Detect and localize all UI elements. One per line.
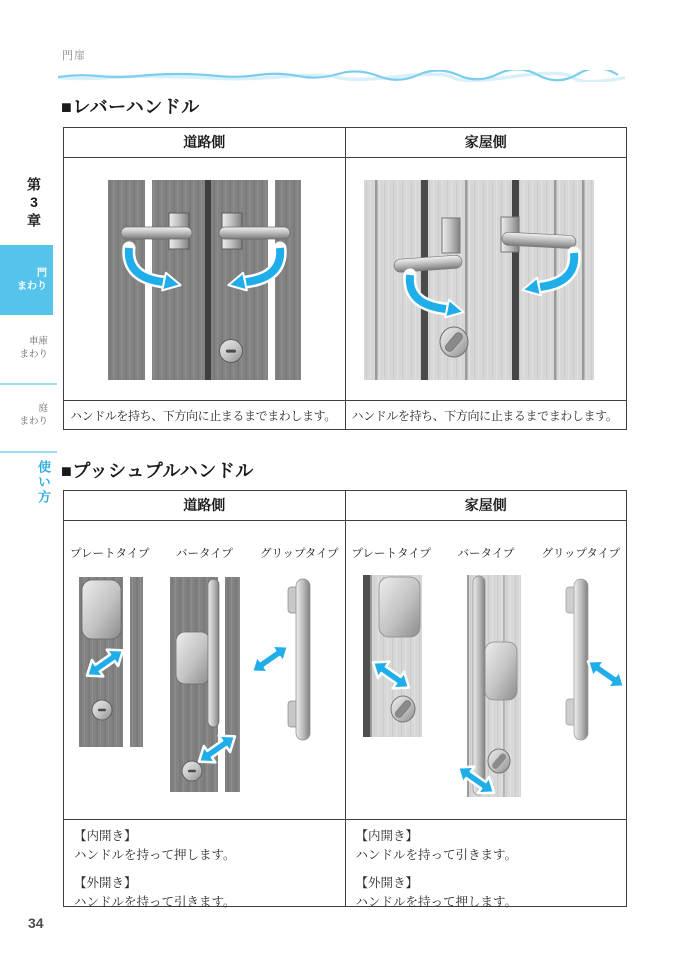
lever-house-illustration xyxy=(364,180,594,380)
col-header-road: 道路側 xyxy=(183,497,226,513)
page-number: 34 xyxy=(28,915,44,931)
lever-house-caption: ハンドルを持ち、下方向に止まるまでまわします。 xyxy=(345,401,627,429)
lever-road-caption: ハンドルを持ち、下方向に止まるまでまわします。 xyxy=(70,408,336,423)
sidebar-tab-garage-line2: まわり xyxy=(19,349,48,360)
sidebar-tab-gate-line1: 門 xyxy=(37,268,47,279)
caption-body: ハンドルを持って引きます。 xyxy=(355,848,518,862)
col-header-house: 家屋側 xyxy=(345,491,627,520)
caption-head: 【外開き】 xyxy=(74,876,137,890)
sidebar-tab-gate xyxy=(0,245,53,315)
page-category-label: 門扉 xyxy=(62,50,86,62)
caption-head: 【外開き】 xyxy=(355,876,419,890)
sidebar-divider xyxy=(0,383,57,385)
push-pull-arrow-icon xyxy=(582,653,627,695)
caption-head: 【内開き】 xyxy=(355,829,419,843)
pushpull-house-cell xyxy=(345,521,627,819)
sidebar-tab-garden xyxy=(0,402,48,428)
type-label-grip: グリップタイプ xyxy=(541,548,621,560)
pushpull-table xyxy=(63,490,627,907)
usage-label: 使い方 xyxy=(36,460,51,505)
caption-body: ハンドルを持って押します。 xyxy=(355,895,518,909)
pushpull-road-plate-illustration xyxy=(79,577,143,747)
pushpull-road-caption xyxy=(64,820,345,909)
header-wave-line xyxy=(58,70,630,82)
caption-body: ハンドルを持って引きます。 xyxy=(74,895,236,909)
section-pushpull-heading: ■プッシュプルハンドル xyxy=(61,461,254,481)
section-lever-heading: ■レバーハンドル xyxy=(61,97,200,117)
sidebar-tab-garden-line2: まわり xyxy=(19,416,48,427)
pushpull-road-bar-illustration xyxy=(170,577,240,792)
col-header-road: 道路側 xyxy=(183,134,226,150)
lever-road-cell xyxy=(64,158,345,400)
type-label-bar: バータイプ xyxy=(457,548,515,560)
type-label-plate: プレートタイプ xyxy=(70,548,150,560)
lever-house-cell xyxy=(345,158,627,400)
caption-head: 【内開き】 xyxy=(74,829,137,843)
sidebar-tab-gate-line2: まわり xyxy=(17,281,47,292)
pushpull-road-grip-illustration xyxy=(252,577,318,742)
chapter-label: 第3章 xyxy=(26,177,42,230)
type-label-bar: バータイプ xyxy=(176,548,233,560)
col-header-house: 家屋側 xyxy=(345,128,627,157)
lever-table xyxy=(63,127,627,430)
lever-road-illustration xyxy=(108,180,301,380)
push-pull-arrow-icon xyxy=(252,638,294,680)
type-label-grip: グリップタイプ xyxy=(260,548,339,560)
sidebar-tab-garden-line1: 庭 xyxy=(38,403,48,414)
pushpull-house-bar-illustration xyxy=(459,575,521,797)
type-label-plate: プレートタイプ xyxy=(351,548,431,560)
sidebar-tab-garage xyxy=(0,335,48,361)
sidebar-tab-garage-line1: 車庫 xyxy=(28,336,48,347)
pushpull-house-plate-illustration xyxy=(363,575,422,737)
pushpull-house-caption xyxy=(345,820,627,909)
caption-body: ハンドルを持って押します。 xyxy=(74,848,236,862)
sidebar-divider xyxy=(0,451,57,453)
pushpull-road-cell xyxy=(64,521,345,819)
pushpull-house-grip-illustration xyxy=(562,577,627,742)
